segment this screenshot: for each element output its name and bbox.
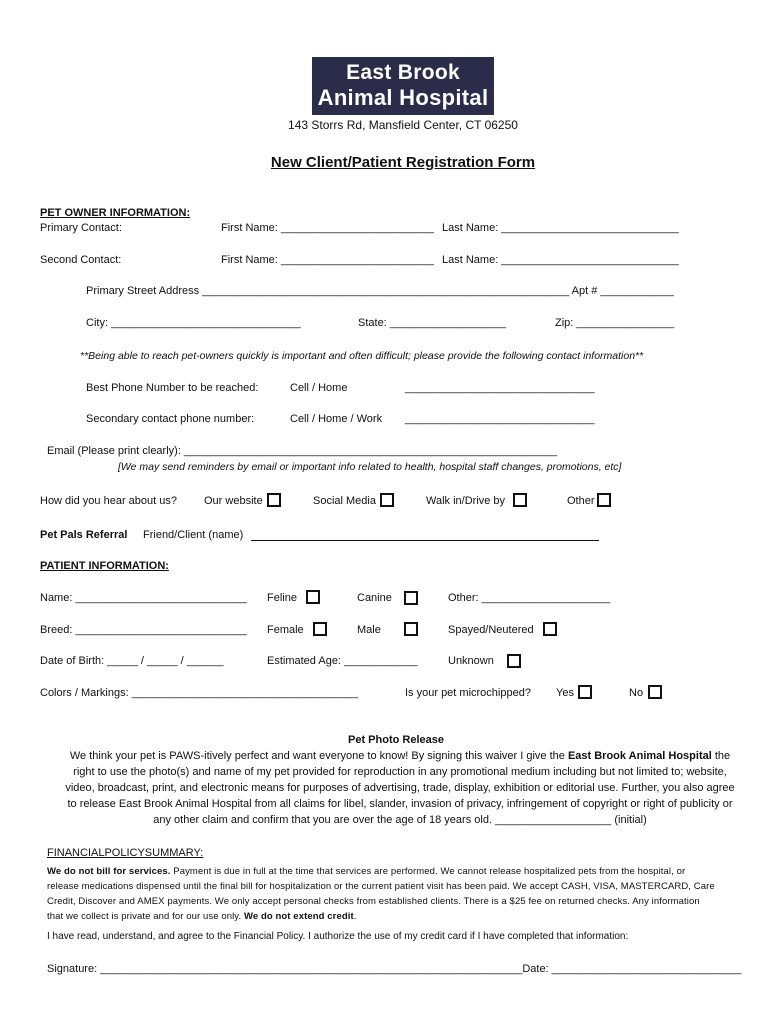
feline-label: Feline — [267, 592, 297, 604]
dob-field[interactable]: Date of Birth: _____ / _____ / ______ — [40, 655, 224, 667]
pet-name-field[interactable]: Name: ____________________________ — [40, 592, 247, 604]
form-title: New Client/Patient Registration Form — [270, 154, 536, 171]
colors-field[interactable]: Colors / Markings: _____________________________________ — [40, 687, 359, 699]
hospital-name-bold: East Brook Animal Hospital — [567, 750, 712, 762]
hear-option-website-label: Our website — [204, 495, 263, 507]
female-label: Female — [267, 624, 304, 636]
microchip-no-checkbox[interactable] — [648, 685, 662, 699]
best-phone-label: Best Phone Number to be reached: — [86, 382, 259, 394]
friend-client-name-field[interactable] — [251, 540, 599, 541]
secondary-phone-field[interactable]: _______________________________ — [405, 413, 595, 425]
agreement-text: I have read, understand, and agree to the Financial Policy. I authorize the use of my credit card if I have completed that information: — [47, 931, 629, 942]
hear-about-question: How did you hear about us? — [40, 495, 177, 507]
financial-line4: that we collect is private and for our use only. We do not extend credit. — [47, 911, 357, 922]
financial-line3: Credit, Discover and AMEX payments. We only accept personal checks from established clients. There is a $25 fee on returned checks. Any information — [47, 896, 700, 907]
zip-field[interactable]: Zip: ________________ — [555, 317, 675, 329]
walk-in-checkbox[interactable] — [513, 493, 527, 507]
secondary-phone-label: Secondary contact phone number: — [86, 413, 255, 425]
yes-label: Yes — [556, 687, 574, 699]
financial-heading: FINANCIALPOLICYSUMMARY: — [47, 847, 204, 859]
city-field[interactable]: City: _______________________________ — [86, 317, 301, 329]
hear-option-walkin-label: Walk in/Drive by — [426, 495, 506, 507]
other-checkbox[interactable] — [597, 493, 611, 507]
primary-last-name-field[interactable]: Last Name: _____________________________ — [442, 222, 679, 234]
secondary-phone-options: Cell / Home / Work — [290, 413, 383, 425]
friend-client-label: Friend/Client (name) — [143, 529, 244, 541]
financial-line2: release medications dispensed until the final bill for hospitalization or the current patient visit has been paid. We accept CASH, VISA, MASTERCARD, Care — [47, 881, 715, 892]
patient-heading: PATIENT INFORMATION: — [40, 560, 169, 572]
email-field[interactable]: Email (Please print clearly): _____________________________________________________________ — [47, 445, 558, 457]
hospital-logo — [312, 57, 494, 115]
primary-first-name-field[interactable]: First Name: _________________________ — [221, 222, 434, 234]
feline-checkbox[interactable] — [306, 590, 320, 604]
second-first-name-field[interactable]: First Name: _________________________ — [221, 254, 434, 266]
hospital-address: 143 Storrs Rd, Mansfield Center, CT 06250 — [288, 118, 518, 132]
female-checkbox[interactable] — [313, 622, 327, 636]
hear-option-social-label: Social Media — [313, 495, 376, 507]
signature-field[interactable]: Signature: _____________________________________________________________________Date: _______________________________ — [47, 963, 742, 975]
photo-release-text — [40, 748, 760, 828]
second-contact-label: Second Contact: — [40, 254, 122, 266]
other-species-field[interactable]: Other: _____________________ — [448, 592, 611, 604]
state-field[interactable]: State: ___________________ — [358, 317, 507, 329]
canine-checkbox[interactable] — [404, 591, 418, 605]
logo-line1: East Brook — [346, 61, 460, 84]
photo-release-heading: Pet Photo Release — [348, 734, 444, 746]
microchip-question: Is your pet microchipped? — [405, 687, 531, 699]
male-label: Male — [357, 624, 381, 636]
spayed-label: Spayed/Neutered — [448, 624, 534, 636]
microchip-yes-checkbox[interactable] — [578, 685, 592, 699]
hear-option-other-label: Other — [567, 495, 595, 507]
best-phone-options: Cell / Home — [290, 382, 348, 394]
photo-line1: We think your pet is PAWS-itively perfect and want everyone to know! By signing this waiver I give the East Brook Animal Hospital the — [69, 750, 731, 762]
pet-pals-label: Pet Pals Referral — [40, 529, 128, 541]
social-media-checkbox[interactable] — [380, 493, 394, 507]
spayed-checkbox[interactable] — [543, 622, 557, 636]
logo-line2: Animal Hospital — [317, 85, 489, 110]
photo-line4: to release East Brook Animal Hospital from all claims for libel, slander, invasion of privacy, infringement of copyright or right of publicity or — [67, 798, 733, 810]
unknown-label: Unknown — [448, 655, 494, 667]
financial-policy-text — [47, 864, 747, 924]
breed-field[interactable]: Breed: ____________________________ — [40, 624, 247, 636]
estimated-age-field[interactable]: Estimated Age: ____________ — [267, 655, 418, 667]
canine-label: Canine — [357, 592, 392, 604]
photo-line2: right to use the photo(s) and name of my pet provided for reproduction in any promotional medium including but not limited to; website, — [73, 766, 727, 778]
owner-heading: PET OWNER INFORMATION: — [40, 207, 191, 219]
no-label: No — [629, 687, 644, 699]
email-note: [We may send reminders by email or important info related to health, hospital staff changes, promotions, etc] — [118, 461, 622, 473]
photo-line3: video, broadcast, print, and electronic means for purposes of advertising, trade, display, exhibition or editorial use. Further, you also agree — [65, 782, 735, 794]
best-phone-field[interactable]: _______________________________ — [405, 382, 595, 394]
second-last-name-field[interactable]: Last Name: _____________________________ — [442, 254, 679, 266]
financial-line1: We do not bill for services. Payment is due in full at the time that services are performed. We cannot release hospitalized pets from the hospital, or — [47, 866, 686, 877]
primary-contact-label: Primary Contact: — [40, 222, 122, 234]
unknown-checkbox[interactable] — [507, 654, 521, 668]
street-address-field[interactable]: Primary Street Address ____________________________________________________________ Apt # ____________ — [86, 285, 674, 297]
photo-line5: any other claim and confirm that you are over the age of 18 years old. ___________________ (initial) — [153, 814, 647, 826]
website-checkbox[interactable] — [267, 493, 281, 507]
male-checkbox[interactable] — [404, 622, 418, 636]
contact-note: **Being able to reach pet-owners quickly is important and often difficult; please provide the following contact information** — [80, 350, 644, 362]
